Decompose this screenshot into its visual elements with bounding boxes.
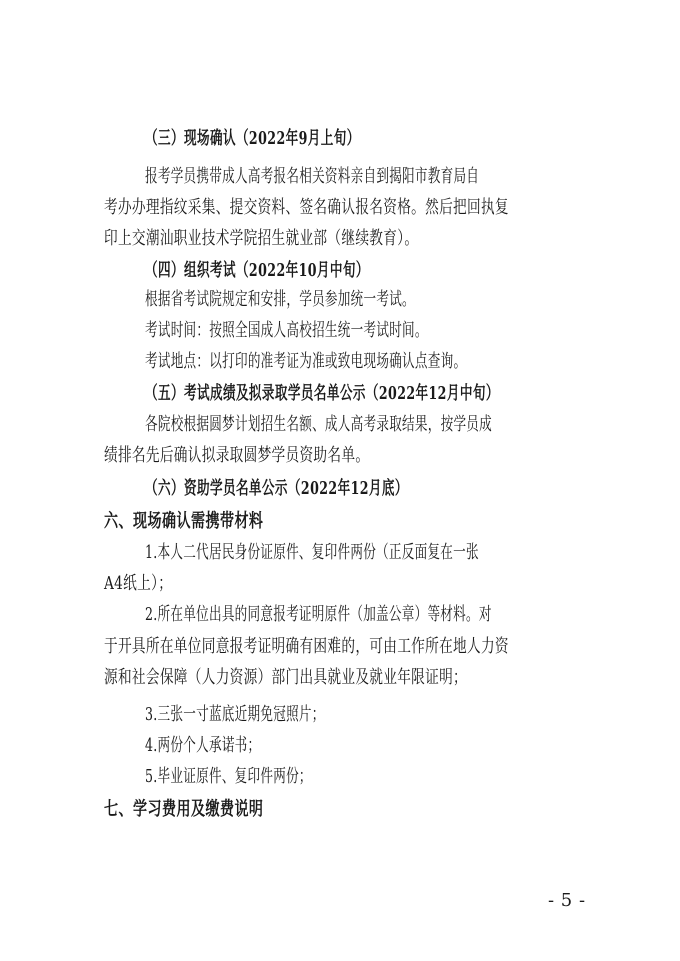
paragraph-line: 根据省考试院规定和安排，学员参加统一考试。 [145,289,415,310]
list-item: 2.所在单位出具的同意报考证明原件（加盖公章）等材料。对 [145,604,492,625]
list-item: 5.毕业证原件、复印件两份； [145,766,312,787]
section-heading-fees: 七、学习费用及缴费说明 [104,799,264,820]
list-item-continuation: A4纸上）； [104,573,173,594]
list-item: 3.三张一寸蓝底近期免冠照片； [145,704,325,725]
list-item: 1.本人二代居民身份证原件、复印件两份（正反面复在一张 [145,542,479,563]
paragraph-line: 考办办理指纹采集、提交资料、签名确认报名资格。然后把回执复 [104,197,509,218]
list-item-continuation: 于开具所在单位同意报考证明确有困难的，可由工作所在地人力资 [104,636,509,657]
paragraph-line: 报考学员携带成人高考报名相关资料亲自到揭阳市教育局自 [145,166,480,187]
paragraph-line: 考试时间：按照全国成人高校招生统一考试时间。 [145,320,428,341]
subsection-heading-exam-results: （五）考试成绩及拟录取学员名单公示（2022年12月中旬） [145,383,499,404]
section-heading-required-materials: 六、现场确认需携带材料 [104,511,264,532]
paragraph-line: 绩排名先后确认拟录取圆梦学员资助名单。 [104,445,370,466]
page-number: - 5 - [548,890,586,911]
subsection-heading-organize-exam: （四）组织考试（2022年10月中旬） [145,260,369,281]
subsection-heading-funded-list: （六）资助学员名单公示（2022年12月底） [145,478,408,499]
list-item: 4.两份个人承诺书； [145,735,261,756]
paragraph-line: 印上交潮汕职业技术学院招生就业部（继续教育）。 [104,228,419,249]
list-item-continuation: 源和社会保障（人力资源）部门出具就业及就业年限证明； [104,667,468,688]
paragraph-line: 各院校根据圆梦计划招生名额、成人高考录取结果，按学员成 [145,414,493,435]
paragraph-line: 考试地点：以打印的准考证为准或致电现场确认点查询。 [145,351,467,372]
subsection-heading-onsite-confirmation: （三）现场确认（2022年9月上旬） [145,128,360,149]
